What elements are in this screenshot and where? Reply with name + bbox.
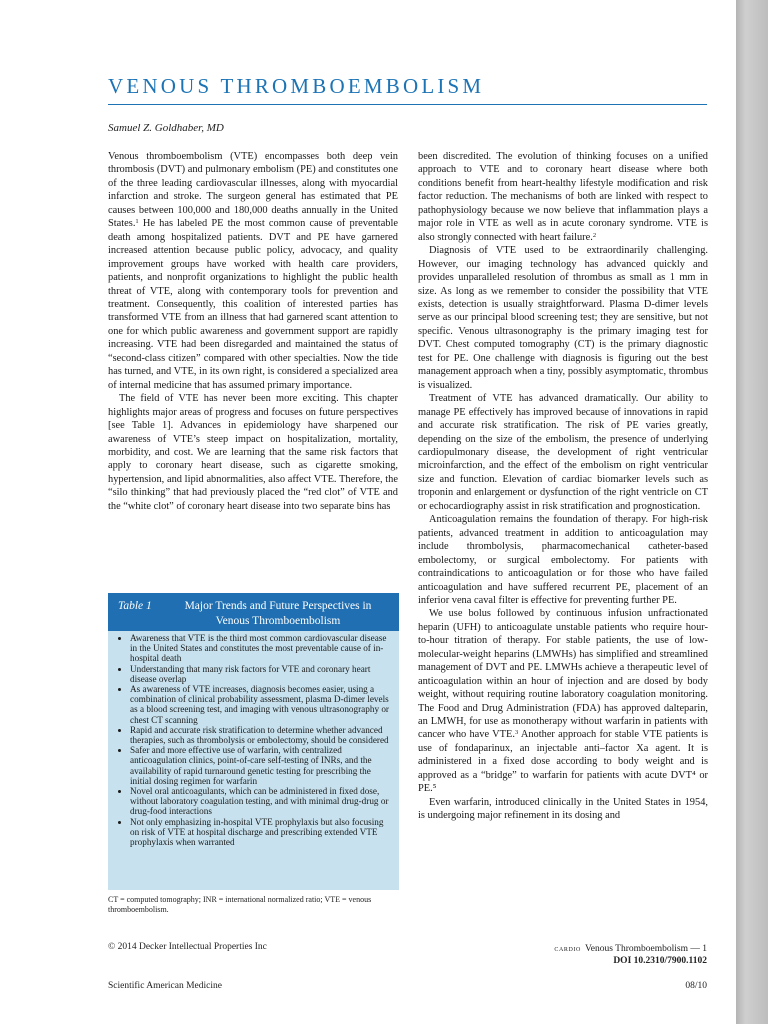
list-item: • Rapid and accurate risk stratification to determine whether advanced therapies, such as thrombolysis or embolectomy, should be considered [130, 725, 391, 745]
list-item: • Understanding that many risk factors for VTE and coronary heart disease overlap [130, 664, 391, 684]
paragraph: We use bolus followed by continuous infusion unfractionated heparin (UFH) to anticoagulate unstable patients who require hour-to-hour titration of therapy. For stable patients, the use of low-molecular-weight heparins (LMWHs) has simplified and streamlined management of DVT and PE. LMWHs achieve a therapeutic level of anticoagulation within an hour of injection and are dosed by body weight, without requiring routine laboratory coagulation monitoring. The Food and Drug Administration (FDA) has approved dalteparin, an LMWH, for use as monotherapy without warfarin in patients with cancer who have VTE.$^3$ Another approach for stable VTE patients is use of fondaparinux, an injectable anti–factor Xa agent. It is administered in a fixed dose according to body weight and is approved as a “bridge” to warfarin for patients with acute DVT⁴ or PE.⁵ [418, 608, 708, 795]
list-item: • Safer and more effective use of warfarin, with centralized anticoagulation clinics, point-of-care self-testing of INRs, and the availability of rapid turnaround genetic testing for prescribing the initial dosing regimen for warfarin [130, 745, 391, 786]
list-item: • As awareness of VTE increases, diagnosis becomes easier, using a combination of clinical probability assessment, plasma D-dimer levels as a blood screening test, and imaging with venous ultrasonography or chest CT scanning [130, 684, 391, 725]
list-item: • Awareness that VTE is the third most common cardiovascular disease in the United States and constitutes the most preventable cause of in-hospital death [130, 633, 391, 664]
publication-name: Scientific American Medicine [108, 981, 222, 991]
table-label: Table 1 [118, 600, 152, 612]
paragraph: The field of VTE has never been more exciting. This chapter highlights major areas of progress and focuses on future perspectives [see Table 1]. Advances in epidemiology have sharpened our awareness of VTE’s steep impact on hospitalization, mortality, morbidity, and cost. We are learning that the same risk factors that apply to coronary heart disease, such as cigarette smoking, hypertension, and lipid abnormalities, also affect VTE. Therefore, the “silo thinking” that had previously placed the “red clot” of VTE and the “white clot” of coronary heart disease into two separate bins has [108, 393, 398, 512]
section-tag: cardio [554, 943, 581, 953]
table-1-list [108, 631, 399, 847]
right-column [418, 150, 708, 823]
publication-date: 08/10 [685, 981, 707, 991]
table-footnote: CT = computed tomography; INR = international normalized ratio; VTE = venous thromboembolism. [108, 895, 372, 914]
article-title: VENOUS THROMBOEMBOLISM [108, 74, 485, 98]
table-1 [108, 593, 399, 890]
running-footer [554, 942, 707, 967]
list-item: • Not only emphasizing in-hospital VTE prophylaxis but also focusing on risk of VTE at hospital discharge and prescribing extended VTE prophylaxis when warranted [130, 817, 391, 848]
paragraph: been discredited. The evolution of thinking focuses on a unified approach to VTE and to coronary heart disease where both conditions benefit from heart-healthy lifestyle modification and risk factor reduction. The mechanisms of both are linked with respect to pathophysiology because we now believe that inflammation plays a major role in VTE as well as in acute coronary syndrome. VTE is also strongly connected with heart failure.$^2$ [418, 151, 708, 243]
viewer-scroll-edge [736, 0, 768, 1024]
left-column [108, 150, 398, 513]
running-title: Venous Thromboembolism — 1 [584, 944, 707, 954]
paragraph: Venous thromboembolism (VTE) encompasses both deep vein thrombosis (DVT) and pulmonary embolism (PE) and constitutes one of the three leading cardiovascular illnesses, along with myocardial infarction and stroke. The surgeon general has estimated that PE causes between 100,000 and 180,000 deaths annually in the United States.$^1$ He has labeled PE the most common cause of preventable death among hospitalized patients. DVT and PE have garnered increased attention because public policy, advocacy, and quality improvement groups have worked with health care providers, patients, and nonprofit organizations to highlight the public health threat of VTE, along with contemporary tools for prevention and treatment. Consequently, this coalition of interested parties has transformed VTE from an illness that had garnered scant attention to one for which public awareness and government support are rapidly increasing. VTE had been disregarded and maintained the status of “second-class citizen” compared with other specialties. Now the tide has turned, and VTE, in its own right, is considered a specialized area of internal medicine that has assumed primary importance. [108, 151, 398, 391]
paragraph: Diagnosis of VTE used to be extraordinarily challenging. However, our imaging technology has advanced quickly and provides unparalleled resolution of thrombus as small as 1 mm in size. As long as we remember to consider the possibility that VTE exists, detection is usually straightforward. Plasma D-dimer levels serve as our principal blood screening test; they are sensitive, but not specific. Venous ultrasonography is the primary imaging test for DVT. Chest computed tomography (CT) is the primary diagnostic test for PE. One challenge with diagnosis is figuring out the best management approach when a tiny, possibly asymptomatic, thrombus is visualized. [418, 245, 708, 391]
list-item: • Novel oral anticoagulants, which can be administered in fixed dose, without laboratory coagulation testing, and with minimal drug-drug or drug-food interactions [130, 786, 391, 817]
copyright-notice: © 2014 Decker Intellectual Properties Inc [108, 942, 267, 952]
paragraph: Even warfarin, introduced clinically in the United States in 1954, is undergoing major refinement in its dosing and [418, 796, 708, 822]
table-1-header [108, 593, 399, 631]
author-line: Samuel Z. Goldhaber, MD [108, 122, 224, 134]
paragraph: Treatment of VTE has advanced dramatically. Our ability to manage PE effectively has improved because of innovations in rapid and accurate risk stratification. The risk of PE varies greatly, depending on the size of the embolism, the presence of underlying cardiopulmonary disease, the development of right ventricular microinfarction, and the effect of the embolism on right ventricular size and function. Elevation of cardiac biomarker levels such as troponin and enlargement or dysfunction of the right ventricle on CT or echocardiography assist in risk stratification and prognostication. [418, 393, 708, 512]
table-title: Major Trends and Future Perspectives in Venous Thromboembolism [184, 600, 372, 627]
title-rule [108, 104, 707, 105]
doi: DOI 10.2310/7900.1102 [613, 956, 707, 966]
paragraph: Anticoagulation remains the foundation of therapy. For high-risk patients, advanced treatment in addition to anticoagulation may include thrombolysis, pharmacomechanical catheter-based embolectomy, or surgical embolectomy. For patients with contraindications to anticoagulation or for those who have failed anticoagulation and have suffered recurrent PE, placement of an inferior vena caval filter is effective for preventing further PE. [418, 514, 708, 606]
